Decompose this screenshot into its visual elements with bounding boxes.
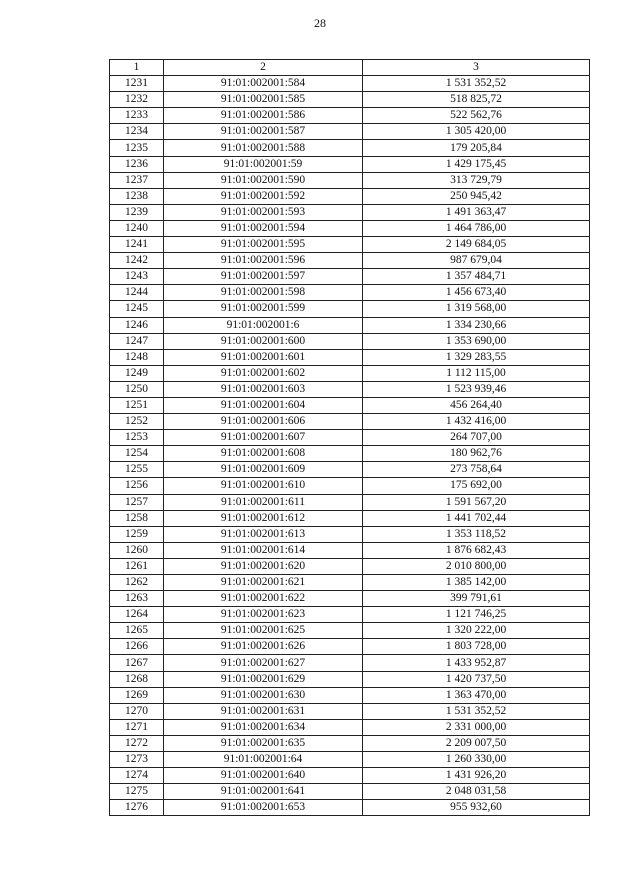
cadastral-number-cell: 91:01:002001:627 [164,655,363,671]
cadastral-number-cell: 91:01:002001:596 [164,253,363,269]
table-row [110,800,590,816]
row-number-cell: 1263 [110,591,164,607]
value-cell: 955 932,60 [363,800,590,816]
value-cell: 399 791,61 [363,591,590,607]
cadastral-number-cell: 91:01:002001:623 [164,607,363,623]
value-cell: 1 803 728,00 [363,639,590,655]
cadastral-number-cell: 91:01:002001:630 [164,687,363,703]
row-number-cell: 1260 [110,542,164,558]
value-cell: 179 205,84 [363,140,590,156]
value-cell: 1 329 283,55 [363,349,590,365]
table-row [110,188,590,204]
row-number-cell: 1239 [110,204,164,220]
value-cell: 1 305 420,00 [363,124,590,140]
row-number-cell: 1236 [110,156,164,172]
value-cell: 1 334 230,66 [363,317,590,333]
value-cell: 1 433 952,87 [363,655,590,671]
row-number-cell: 1271 [110,719,164,735]
table-row [110,510,590,526]
row-number-cell: 1247 [110,333,164,349]
value-cell: 1 591 567,20 [363,494,590,510]
value-cell: 1 441 702,44 [363,510,590,526]
table-row [110,494,590,510]
table-row [110,140,590,156]
table-row [110,478,590,494]
table-row [110,365,590,381]
value-cell: 1 523 939,46 [363,381,590,397]
row-number-cell: 1259 [110,526,164,542]
page-number: 28 [314,16,326,30]
cadastral-number-cell: 91:01:002001:597 [164,269,363,285]
value-cell: 2 331 000,00 [363,719,590,735]
table-header-row [110,60,590,76]
table-row [110,639,590,655]
table-row [110,752,590,768]
cadastral-number-cell: 91:01:002001:601 [164,349,363,365]
row-number-cell: 1252 [110,414,164,430]
row-number-cell: 1257 [110,494,164,510]
row-number-cell: 1253 [110,430,164,446]
cadastral-number-cell: 91:01:002001:611 [164,494,363,510]
value-cell: 175 692,00 [363,478,590,494]
value-cell: 1 363 470,00 [363,687,590,703]
cadastral-number-cell: 91:01:002001:635 [164,735,363,751]
cadastral-number-cell: 91:01:002001:587 [164,124,363,140]
value-cell: 1 432 416,00 [363,414,590,430]
cadastral-number-cell: 91:01:002001:626 [164,639,363,655]
table-row [110,414,590,430]
cadastral-number-cell: 91:01:002001:598 [164,285,363,301]
row-number-cell: 1261 [110,558,164,574]
table-row [110,558,590,574]
row-number-cell: 1267 [110,655,164,671]
cadastral-number-cell: 91:01:002001:604 [164,397,363,413]
cadastral-number-cell: 91:01:002001:653 [164,800,363,816]
table-row [110,124,590,140]
value-cell: 1 531 352,52 [363,76,590,92]
row-number-cell: 1268 [110,671,164,687]
value-cell: 522 562,76 [363,108,590,124]
cadastral-number-cell: 91:01:002001:599 [164,301,363,317]
value-cell: 1 385 142,00 [363,575,590,591]
value-cell: 1 531 352,52 [363,703,590,719]
cadastral-number-cell: 91:01:002001:592 [164,188,363,204]
row-number-cell: 1273 [110,752,164,768]
row-number-cell: 1262 [110,575,164,591]
row-number-cell: 1276 [110,800,164,816]
value-cell: 1 353 118,52 [363,526,590,542]
row-number-cell: 1245 [110,301,164,317]
cadastral-table [109,59,590,816]
value-cell: 273 758,64 [363,462,590,478]
row-number-cell: 1255 [110,462,164,478]
table-body [110,76,590,816]
table-row [110,542,590,558]
value-cell: 1 431 926,20 [363,768,590,784]
value-cell: 264 707,00 [363,430,590,446]
table-row [110,92,590,108]
table-row [110,430,590,446]
table-row [110,607,590,623]
table-row [110,719,590,735]
table-row [110,156,590,172]
row-number-cell: 1248 [110,349,164,365]
table-row [110,784,590,800]
row-number-cell: 1254 [110,446,164,462]
cadastral-number-cell: 91:01:002001:588 [164,140,363,156]
row-number-cell: 1237 [110,172,164,188]
table-row [110,349,590,365]
cadastral-number-cell: 91:01:002001:608 [164,446,363,462]
cadastral-number-cell: 91:01:002001:621 [164,575,363,591]
value-cell: 1 464 786,00 [363,220,590,236]
value-cell: 518 825,72 [363,92,590,108]
table-row [110,269,590,285]
value-cell: 1 121 746,25 [363,607,590,623]
cadastral-number-cell: 91:01:002001:641 [164,784,363,800]
row-number-cell: 1241 [110,237,164,253]
row-number-cell: 1269 [110,687,164,703]
table-row [110,301,590,317]
row-number-cell: 1242 [110,253,164,269]
table-row [110,768,590,784]
row-number-cell: 1244 [110,285,164,301]
value-cell: 456 264,40 [363,397,590,413]
row-number-cell: 1238 [110,188,164,204]
row-number-cell: 1275 [110,784,164,800]
row-number-cell: 1256 [110,478,164,494]
table-row [110,671,590,687]
cadastral-number-cell: 91:01:002001:603 [164,381,363,397]
value-cell: 1 112 115,00 [363,365,590,381]
table-row [110,253,590,269]
column-header: 2 [164,60,363,76]
row-number-cell: 1251 [110,397,164,413]
row-number-cell: 1265 [110,623,164,639]
cadastral-number-cell: 91:01:002001:634 [164,719,363,735]
value-cell: 313 729,79 [363,172,590,188]
cadastral-number-cell: 91:01:002001:620 [164,558,363,574]
table-row [110,172,590,188]
cadastral-number-cell: 91:01:002001:585 [164,92,363,108]
cadastral-number-cell: 91:01:002001:609 [164,462,363,478]
table-row [110,687,590,703]
cadastral-number-cell: 91:01:002001:614 [164,542,363,558]
table-row [110,703,590,719]
cadastral-number-cell: 91:01:002001:631 [164,703,363,719]
cadastral-number-cell: 91:01:002001:595 [164,237,363,253]
value-cell: 250 945,42 [363,188,590,204]
table-row [110,237,590,253]
value-cell: 1 319 568,00 [363,301,590,317]
table-row [110,526,590,542]
table-row [110,317,590,333]
row-number-cell: 1233 [110,108,164,124]
row-number-cell: 1243 [110,269,164,285]
cadastral-number-cell: 91:01:002001:612 [164,510,363,526]
value-cell: 1 491 363,47 [363,204,590,220]
table-row [110,381,590,397]
value-cell: 987 679,04 [363,253,590,269]
row-number-cell: 1258 [110,510,164,526]
row-number-cell: 1266 [110,639,164,655]
row-number-cell: 1232 [110,92,164,108]
cadastral-number-cell: 91:01:002001:586 [164,108,363,124]
value-cell: 2 048 031,58 [363,784,590,800]
table-row [110,575,590,591]
table-row [110,462,590,478]
value-cell: 180 962,76 [363,446,590,462]
value-cell: 1 456 673,40 [363,285,590,301]
cadastral-number-cell: 91:01:002001:606 [164,414,363,430]
cadastral-number-cell: 91:01:002001:610 [164,478,363,494]
row-number-cell: 1270 [110,703,164,719]
cadastral-number-cell: 91:01:002001:613 [164,526,363,542]
cadastral-number-cell: 91:01:002001:6 [164,317,363,333]
table-row [110,591,590,607]
table-row [110,333,590,349]
table-row [110,397,590,413]
row-number-cell: 1235 [110,140,164,156]
value-cell: 2 149 684,05 [363,237,590,253]
cadastral-number-cell: 91:01:002001:584 [164,76,363,92]
table-row [110,108,590,124]
cadastral-number-cell: 91:01:002001:593 [164,204,363,220]
table-row [110,204,590,220]
value-cell: 1 357 484,71 [363,269,590,285]
table-row [110,735,590,751]
column-header: 3 [363,60,590,76]
value-cell: 1 420 737,50 [363,671,590,687]
value-cell: 2 209 007,50 [363,735,590,751]
table-row [110,623,590,639]
cadastral-number-cell: 91:01:002001:629 [164,671,363,687]
table-row [110,285,590,301]
row-number-cell: 1246 [110,317,164,333]
row-number-cell: 1240 [110,220,164,236]
value-cell: 1 353 690,00 [363,333,590,349]
table-row [110,655,590,671]
row-number-cell: 1234 [110,124,164,140]
value-cell: 1 260 330,00 [363,752,590,768]
cadastral-number-cell: 91:01:002001:600 [164,333,363,349]
cadastral-number-cell: 91:01:002001:64 [164,752,363,768]
value-cell: 2 010 800,00 [363,558,590,574]
value-cell: 1 876 682,43 [363,542,590,558]
row-number-cell: 1272 [110,735,164,751]
row-number-cell: 1231 [110,76,164,92]
row-number-cell: 1274 [110,768,164,784]
cadastral-number-cell: 91:01:002001:625 [164,623,363,639]
cadastral-number-cell: 91:01:002001:607 [164,430,363,446]
cadastral-number-cell: 91:01:002001:602 [164,365,363,381]
cadastral-number-cell: 91:01:002001:622 [164,591,363,607]
row-number-cell: 1250 [110,381,164,397]
table-row [110,446,590,462]
cadastral-number-cell: 91:01:002001:59 [164,156,363,172]
table-row [110,76,590,92]
table-row [110,220,590,236]
cadastral-number-cell: 91:01:002001:590 [164,172,363,188]
cadastral-number-cell: 91:01:002001:594 [164,220,363,236]
value-cell: 1 320 222,00 [363,623,590,639]
cadastral-number-cell: 91:01:002001:640 [164,768,363,784]
row-number-cell: 1264 [110,607,164,623]
row-number-cell: 1249 [110,365,164,381]
value-cell: 1 429 175,45 [363,156,590,172]
column-header: 1 [110,60,164,76]
